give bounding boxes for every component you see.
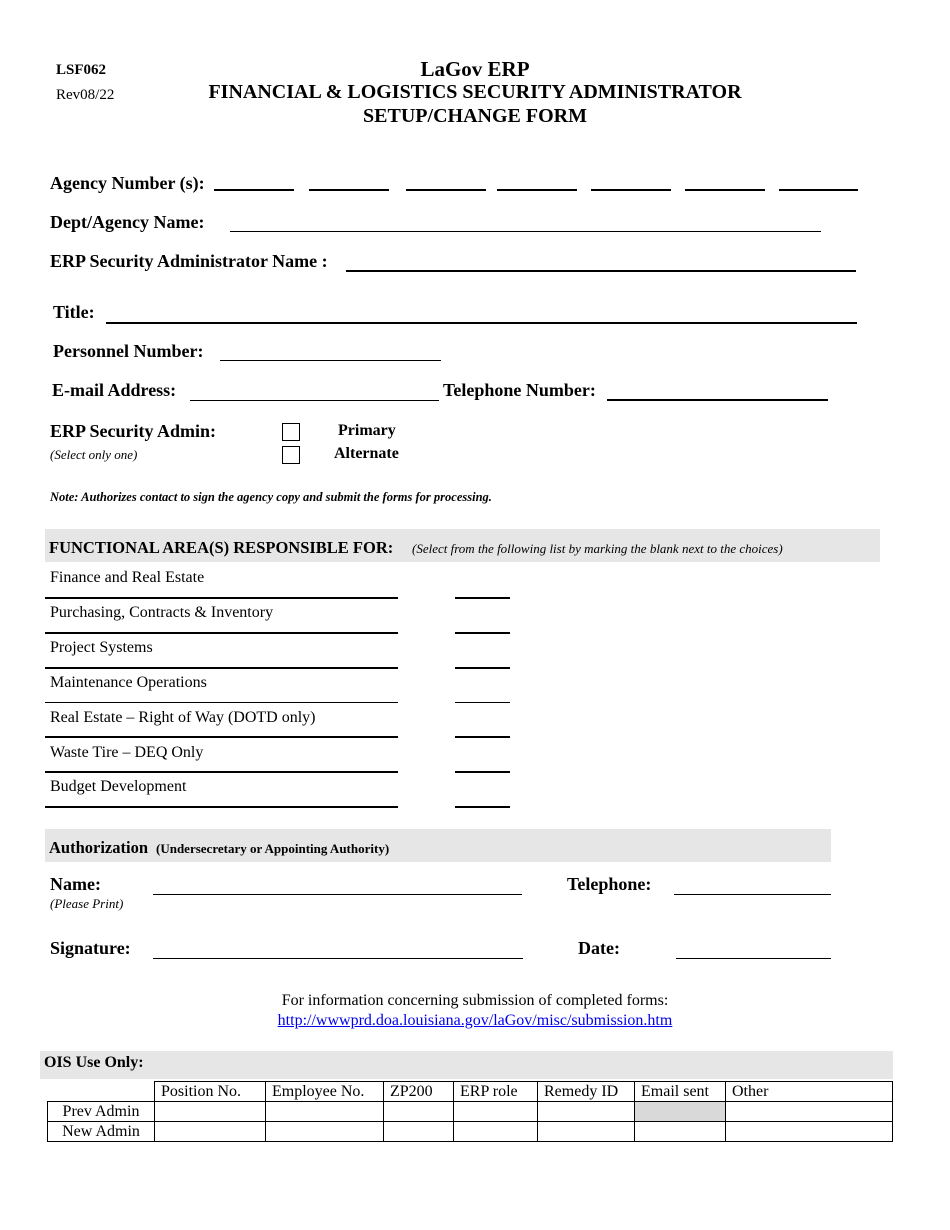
functional-area-underline	[45, 632, 398, 634]
agency-number-field-6[interactable]	[685, 189, 765, 191]
agency-number-field-7[interactable]	[779, 189, 858, 191]
personnel-number-field[interactable]	[220, 360, 441, 361]
functional-area-item-finance: Finance and Real Estate	[50, 569, 205, 586]
functional-area-item-purchasing: Purchasing, Contracts & Inventory	[50, 604, 274, 621]
ois-cell[interactable]	[266, 1122, 384, 1142]
functional-area-mark-maintenance[interactable]	[455, 702, 510, 703]
ois-col-remedy-id: Remedy ID	[538, 1082, 635, 1102]
primary-checkbox[interactable]	[282, 423, 300, 441]
title-field[interactable]	[106, 322, 857, 324]
security-admin-hint: (Select only one)	[50, 447, 138, 462]
ois-cell[interactable]	[384, 1122, 454, 1142]
authorization-header	[45, 829, 831, 862]
telephone-field[interactable]	[607, 399, 828, 401]
functional-area-mark-waste-tire[interactable]	[455, 771, 510, 773]
submission-link[interactable]: http://wwwprd.doa.louisiana.gov/laGov/misc/submission.htm	[277, 1012, 673, 1029]
email-label: E-mail Address:	[52, 380, 177, 400]
submission-text: For information concerning submission of completed forms:	[281, 992, 669, 1009]
auth-telephone-label: Telephone:	[567, 874, 652, 894]
alternate-option-label: Alternate	[334, 445, 399, 462]
ois-cell[interactable]	[155, 1122, 266, 1142]
primary-option-label: Primary	[338, 422, 396, 439]
agency-number-field-4[interactable]	[497, 189, 577, 191]
title-line-3: SETUP/CHANGE FORM	[363, 105, 587, 127]
ois-row-label-new: New Admin	[48, 1122, 155, 1142]
agency-number-field-3[interactable]	[406, 189, 486, 191]
ois-header-row	[48, 1082, 893, 1102]
functional-area-item-project-systems: Project Systems	[50, 639, 153, 656]
functional-area-mark-finance[interactable]	[455, 597, 510, 599]
ois-cell[interactable]	[635, 1122, 726, 1142]
alternate-checkbox[interactable]	[282, 446, 300, 464]
ois-col-other: Other	[726, 1082, 893, 1102]
functional-area-underline	[45, 702, 398, 703]
date-label: Date:	[578, 938, 620, 958]
ois-col-email-sent: Email sent	[635, 1082, 726, 1102]
ois-col-position: Position No.	[155, 1082, 266, 1102]
functional-area-mark-purchasing[interactable]	[455, 632, 510, 634]
functional-area-item-waste-tire: Waste Tire – DEQ Only	[50, 744, 204, 761]
table-row	[48, 1122, 893, 1142]
agency-number-field-2[interactable]	[309, 189, 389, 191]
ois-row-label-prev: Prev Admin	[48, 1102, 155, 1122]
ois-cell[interactable]	[454, 1102, 538, 1122]
ois-cell[interactable]	[726, 1122, 893, 1142]
title-line-1: LaGov ERP	[420, 57, 530, 81]
erp-admin-name-field[interactable]	[346, 270, 856, 272]
agency-number-label: Agency Number (s):	[50, 173, 205, 193]
ois-corner-cell	[48, 1082, 155, 1102]
authorization-subheading: (Undersecretary or Appointing Authority)	[156, 841, 390, 856]
ois-col-erp-role: ERP role	[454, 1082, 538, 1102]
ois-cell[interactable]	[454, 1122, 538, 1142]
email-field[interactable]	[190, 400, 439, 401]
erp-admin-name-label: ERP Security Administrator Name :	[50, 251, 328, 271]
ois-cell[interactable]	[266, 1102, 384, 1122]
functional-areas-header	[45, 529, 880, 562]
signature-field[interactable]	[153, 958, 523, 959]
functional-area-mark-project-systems[interactable]	[455, 667, 510, 669]
form-code: LSF062	[56, 62, 107, 78]
ois-cell[interactable]	[635, 1102, 726, 1122]
ois-table	[47, 1081, 893, 1142]
auth-telephone-field[interactable]	[674, 894, 831, 895]
note-text: Note: Authorizes contact to sign the agency copy and submit the forms for processing.	[50, 490, 492, 504]
auth-name-label: Name:	[50, 874, 101, 894]
signature-label: Signature:	[50, 938, 131, 958]
personnel-number-label: Personnel Number:	[53, 341, 204, 361]
functional-area-underline	[45, 736, 398, 738]
functional-area-underline	[45, 667, 398, 669]
ois-cell[interactable]	[155, 1102, 266, 1122]
auth-name-field[interactable]	[153, 894, 522, 895]
ois-header	[40, 1051, 893, 1079]
functional-area-item-right-of-way: Real Estate – Right of Way (DOTD only)	[50, 709, 316, 726]
ois-heading: OIS Use Only:	[44, 1054, 144, 1071]
agency-number-field-5[interactable]	[591, 189, 671, 191]
ois-col-employee: Employee No.	[266, 1082, 384, 1102]
functional-area-item-budget: Budget Development	[50, 778, 187, 795]
ois-col-zp200: ZP200	[384, 1082, 454, 1102]
title-line-2: FINANCIAL & LOGISTICS SECURITY ADMINISTRATOR	[208, 81, 742, 103]
functional-areas-heading: FUNCTIONAL AREA(S) RESPONSIBLE FOR:	[49, 538, 394, 557]
ois-cell[interactable]	[538, 1122, 635, 1142]
security-admin-label: ERP Security Admin:	[50, 421, 217, 441]
table-row	[48, 1102, 893, 1122]
dept-agency-field[interactable]	[230, 231, 821, 232]
telephone-label: Telephone Number:	[443, 380, 596, 400]
functional-area-mark-budget[interactable]	[455, 806, 510, 808]
revision: Rev08/22	[56, 87, 115, 103]
functional-area-mark-right-of-way[interactable]	[455, 736, 510, 738]
functional-area-underline	[45, 597, 398, 599]
title-label: Title:	[53, 302, 95, 322]
ois-cell[interactable]	[538, 1102, 635, 1122]
functional-area-underline	[45, 771, 398, 773]
auth-name-hint: (Please Print)	[50, 896, 124, 911]
functional-areas-instruction: (Select from the following list by marking the blank next to the choices)	[412, 541, 783, 556]
functional-area-underline	[45, 806, 398, 808]
date-field[interactable]	[676, 958, 831, 959]
dept-agency-label: Dept/Agency Name:	[50, 212, 205, 232]
ois-cell[interactable]	[384, 1102, 454, 1122]
agency-number-field-1[interactable]	[214, 189, 294, 191]
functional-area-item-maintenance: Maintenance Operations	[50, 674, 207, 691]
authorization-heading: Authorization	[49, 838, 148, 857]
ois-cell[interactable]	[726, 1102, 893, 1122]
